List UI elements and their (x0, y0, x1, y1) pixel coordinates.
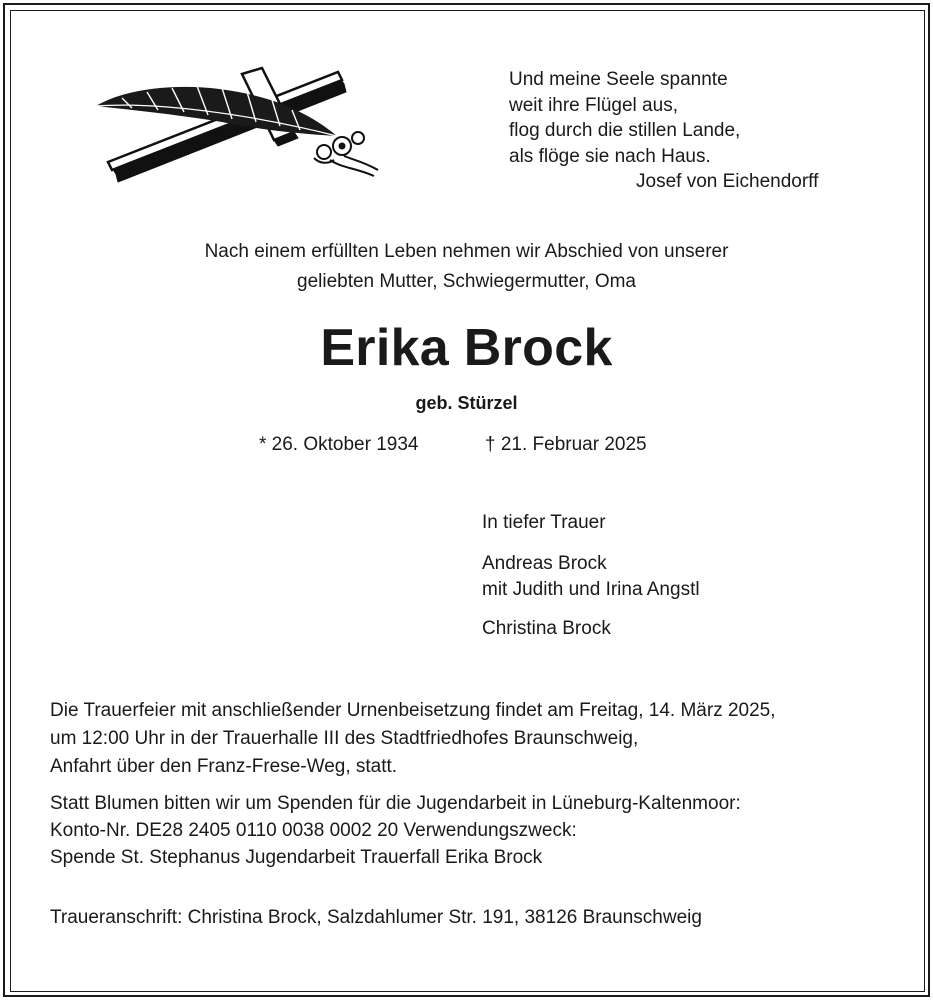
donation-line: Spende St. Stephanus Jugendarbeit Trauerfall Erika Brock (50, 847, 543, 868)
intro-line: Nach einem erfüllten Leben nehmen wir Abschied von unserer (204, 241, 729, 262)
ceremony-info (50, 697, 776, 781)
mourning-heading: In tiefer Trauer (482, 512, 606, 533)
poem-line: Und meine Seele spannte (509, 69, 728, 90)
intro-line: geliebten Mutter, Schwiegermutter, Oma (297, 271, 636, 292)
poem-author: Josef von Eichendorff (636, 171, 819, 192)
ceremony-line: um 12:00 Uhr in der Trauerhalle III des Stadtfriedhofes Braunschweig, (50, 728, 639, 749)
maiden-name: geb. Stürzel (415, 393, 518, 413)
mourner-name: Andreas Brock (482, 553, 607, 574)
poem-line: weit ihre Flügel aus, (509, 94, 678, 116)
donation-line: Konto-Nr. DE28 2405 0110 0038 0002 20 Verwendungszweck: (50, 820, 577, 841)
mourning-address: Traueranschrift: Christina Brock, Salzdahlumer Str. 191, 38126 Braunschweig (50, 907, 702, 928)
ceremony-line: Die Trauerfeier mit anschließender Urnenbeisetzung findet am Freitag, 14. März 2025, (50, 700, 776, 721)
donation-info (50, 790, 741, 871)
cross-with-palm-frond-icon (92, 64, 382, 188)
intro-text (0, 237, 933, 297)
birth-date: * 26. Oktober 1934 (259, 434, 419, 455)
deceased-name: Erika Brock (320, 319, 613, 377)
poem (509, 67, 740, 169)
poem-line: flog durch die stillen Lande, (509, 120, 741, 141)
ceremony-line: Anfahrt über den Franz-Frese-Weg, statt. (50, 756, 398, 777)
mourner-name: Christina Brock (482, 618, 611, 639)
donation-line: Statt Blumen bitten wir um Spenden für die Jugendarbeit in Lüneburg-Kaltenmoor: (50, 793, 741, 814)
mourner-name: mit Judith und Irina Angstl (482, 579, 700, 600)
death-date: † 21. Februar 2025 (485, 434, 647, 455)
poem-line: als flöge sie nach Haus. (509, 145, 711, 167)
